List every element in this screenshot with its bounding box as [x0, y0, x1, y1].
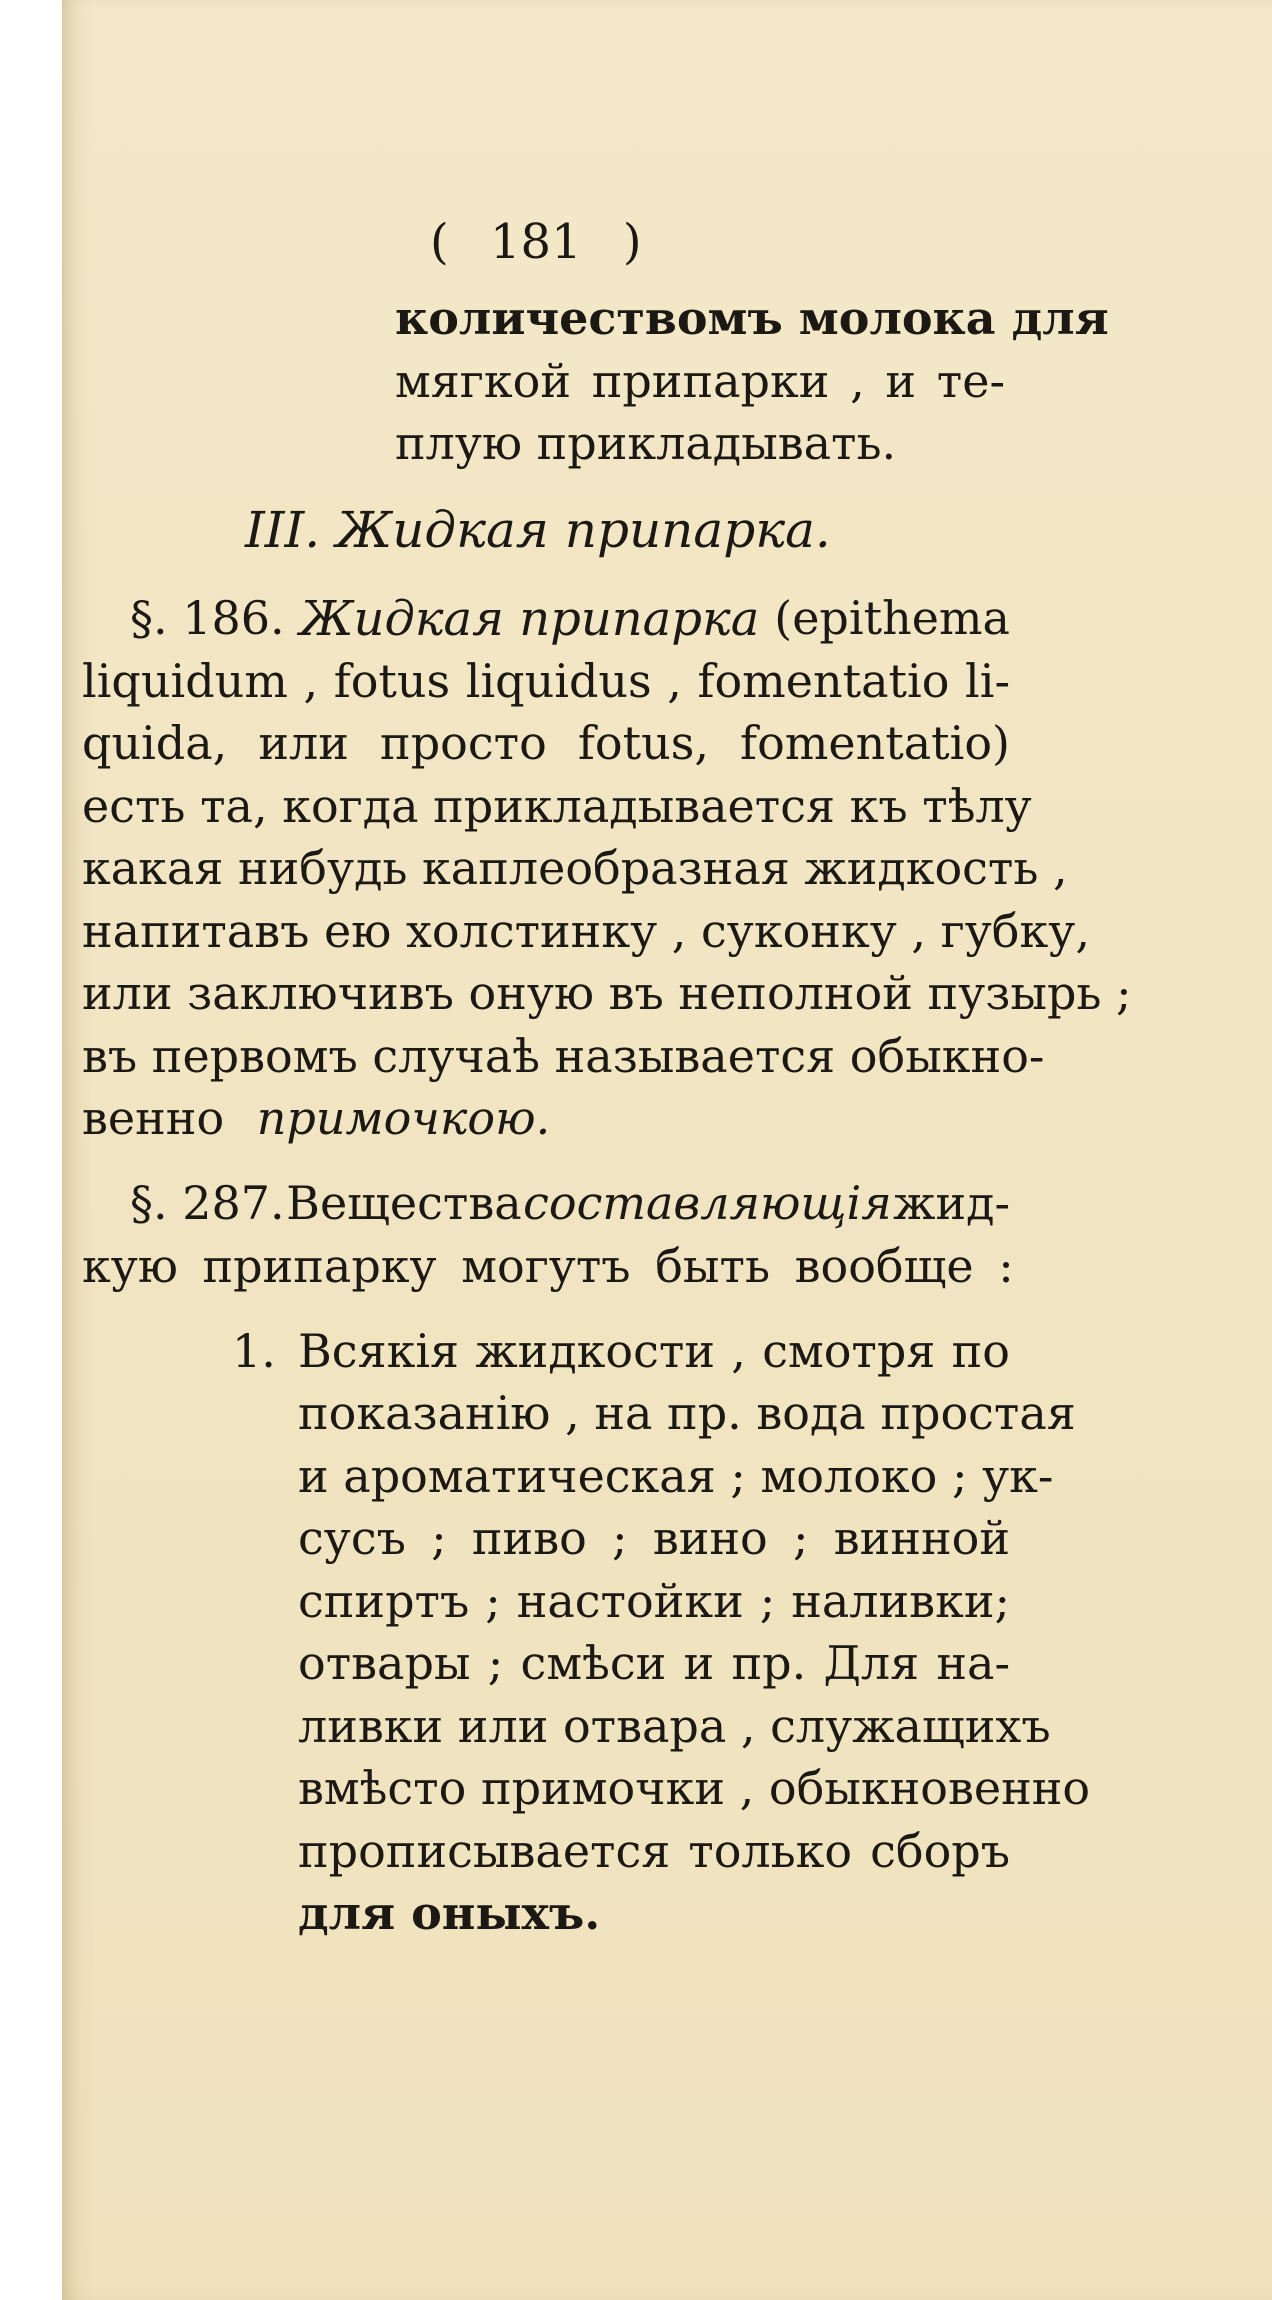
list-item-line: отвары ; смѣси и пр. Для на- [298, 1636, 1010, 1690]
book-page [62, 0, 1272, 2300]
list-item-line: прописывается только сборъ [298, 1824, 1010, 1878]
section-heading: III. Жидкая припарка. [245, 501, 831, 559]
paragraph-word: жид- [893, 1176, 1010, 1230]
list-item-line: показанію , на пр. вода простая [298, 1386, 1076, 1440]
paragraph-line: или заключивъ оную въ неполной пузырь ; [82, 966, 1132, 1020]
paragraph-line: напитавъ ею холстинку , суконку , губку, [82, 904, 1090, 958]
term-constituent: составляющія [523, 1176, 892, 1230]
list-item-line: вмѣсто примочки , обыкновенно [298, 1761, 1091, 1815]
paragraph-line: кую припарку могутъ быть вообще : [82, 1239, 1014, 1293]
paragraph-line: въ первомъ случаѣ называется обыкно- [82, 1029, 1045, 1083]
list-item-line: сусъ ; пиво ; вино ; винной [298, 1511, 1010, 1565]
term-liquid-poultice: Жидкая припарка [299, 591, 760, 647]
paragraph-287-first-line [130, 1176, 1010, 1230]
paragraph-186-first-line [130, 591, 1010, 647]
paragraph-line: есть та, когда прикладывается къ тѣлу [82, 779, 1032, 833]
paragraph-word: Вещества [286, 1176, 522, 1230]
paragraph-number: §. 287. [130, 1176, 285, 1230]
page-number: ( 181 ) [430, 214, 642, 270]
list-item-last-line: для оныхъ. [298, 1886, 601, 1940]
paragraph-line: quida, или просто fotus, fomentatio) [82, 716, 1010, 770]
paragraph-line: какая нибудь каплеобразная жидкость , [82, 841, 1068, 895]
term-lotion: примочкою. [256, 1091, 551, 1145]
list-item-number: 1. [232, 1324, 276, 1378]
continuation-line: количествомъ молока для [395, 291, 1109, 345]
paragraph-number: §. 186. [130, 591, 285, 645]
list-item-line: и ароматическая ; молоко ; ук- [298, 1449, 1054, 1503]
latin-term: (epithema [774, 591, 1010, 645]
paragraph-word: венно [82, 1091, 225, 1145]
list-item-line: спиртъ ; настойки ; наливки; [298, 1574, 1010, 1628]
list-item-line: ливки или отвара , служащихъ [298, 1699, 1051, 1753]
paragraph-last-line [82, 1091, 551, 1145]
continuation-line: мягкой припарки , и те- [395, 354, 1005, 408]
page-edge [0, 0, 62, 2300]
list-item-line: Всякія жидкости , смотря по [298, 1324, 1010, 1378]
continuation-line: плую прикладывать. [395, 416, 897, 470]
paragraph-line: liquidum , fotus liquidus , fomentatio li- [82, 654, 1010, 708]
